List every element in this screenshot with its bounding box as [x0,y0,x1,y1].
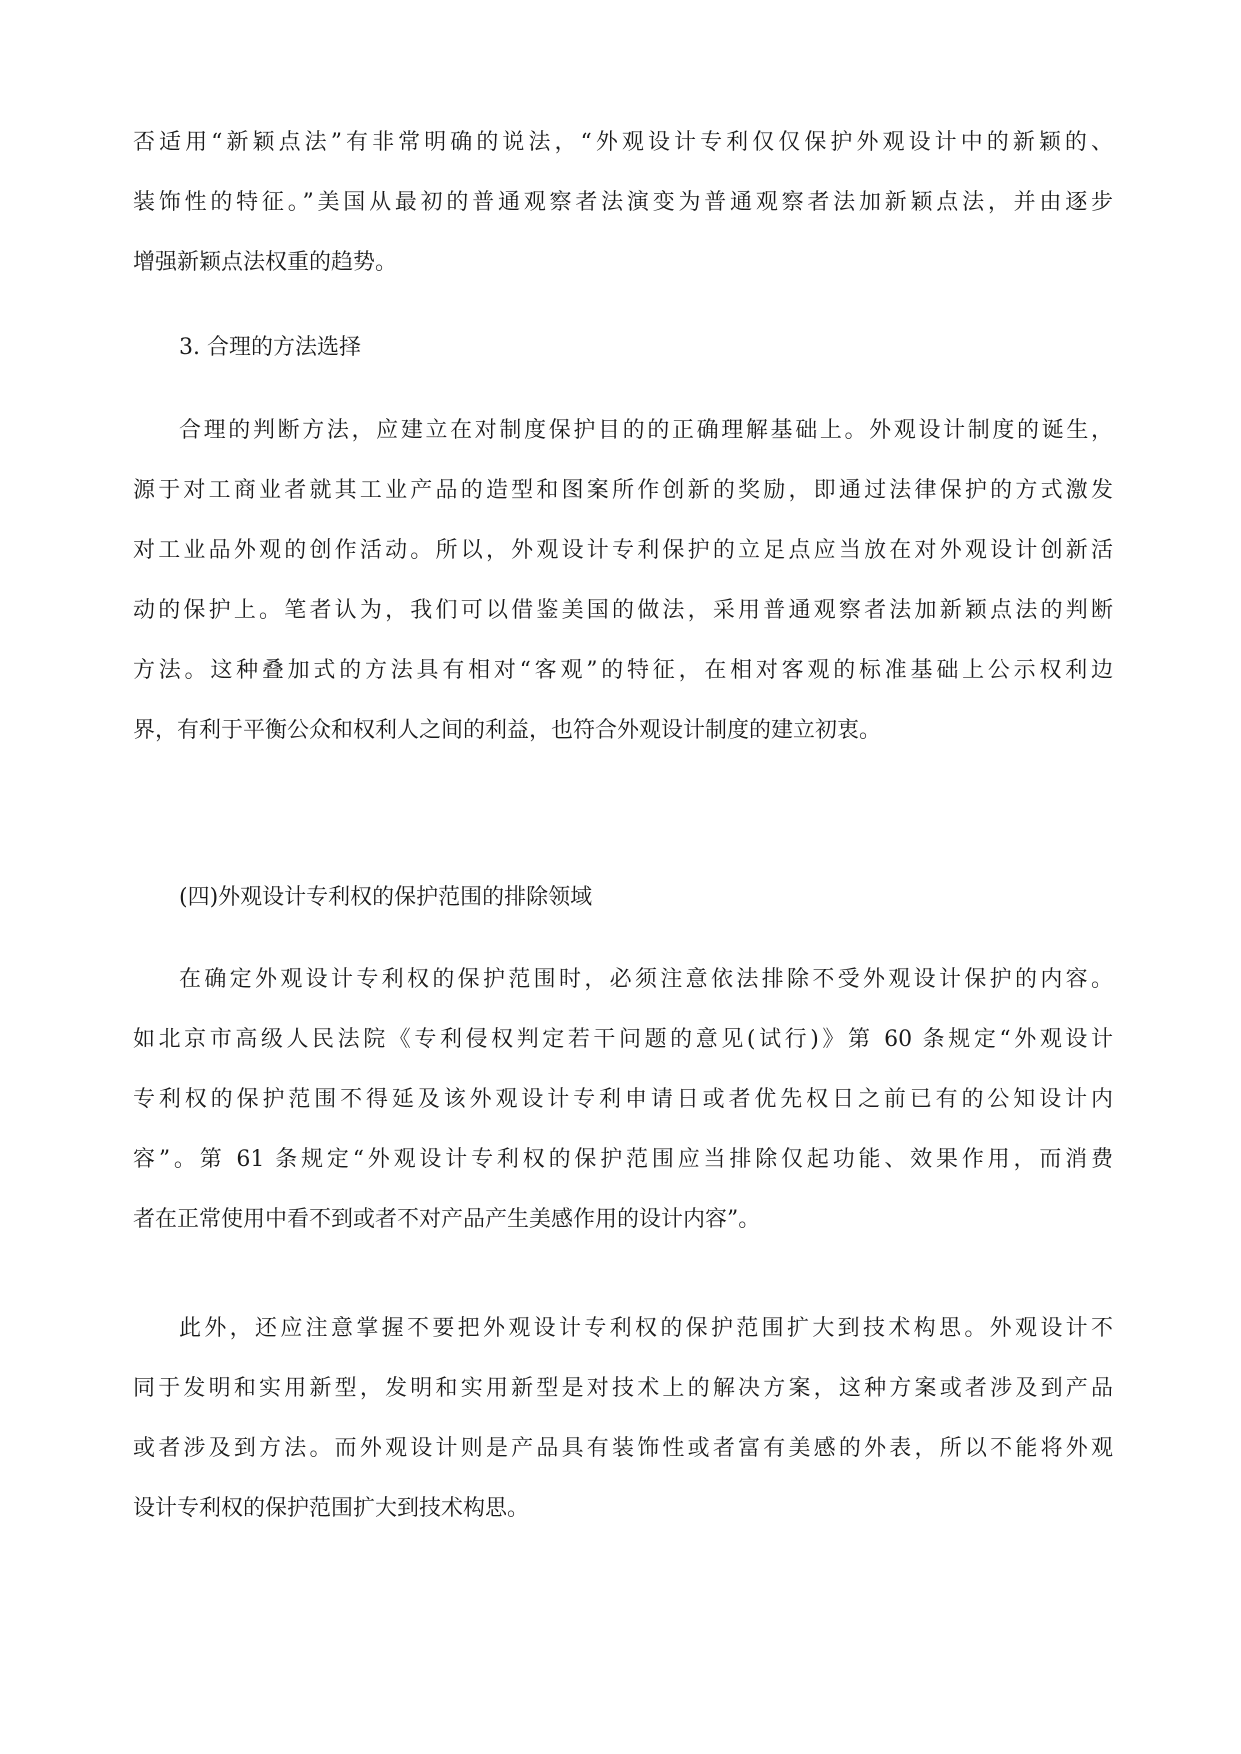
text-line: 或者涉及到方法。而外观设计则是产品具有装饰性或者富有美感的外表，所以不能将外观 [133,1436,1113,1461]
heading-text: (四)外观设计专利权的保护范围的排除领域 [179,885,593,910]
text-line: 设计专利权的保护范围扩大到技术构思。 [133,1496,530,1521]
text-line: 此外，还应注意掌握不要把外观设计专利权的保护范围扩大到技术构思。外观设计不 [179,1316,1113,1341]
text-line: 对工业品外观的创作活动。所以，外观设计专利保护的立足点应当放在对外观设计创新活 [133,538,1113,563]
text-line: 容”。第 61 条规定“外观设计专利权的保护范围应当排除仅起功能、效果作用，而消费 [133,1147,1113,1172]
text-line: 源于对工商业者就其工业产品的造型和图案所作创新的奖励，即通过法律保护的方式激发 [133,478,1113,503]
text-line: 装饰性的特征。”美国从最初的普通观察者法演变为普通观察者法加新颖点法，并由逐步 [133,190,1113,215]
text-line: 界，有利于平衡公众和权利人之间的利益，也符合外观设计制度的建立初衷。 [133,718,882,743]
paragraph-technical-concept [133,1299,1113,1539]
paragraph-continuation [133,113,1113,293]
text-line: 否适用“新颖点法”有非常明确的说法，“外观设计专利仅仅保护外观设计中的新颖的、 [133,130,1113,155]
section-heading-exclusion [133,868,1113,928]
paragraph-exclusion-rules [133,950,1113,1250]
text-line: 同于发明和实用新型，发明和实用新型是对技术上的解决方案，这种方案或者涉及到产品 [133,1376,1113,1401]
text-line: 者在正常使用中看不到或者不对产品产生美感作用的设计内容”。 [133,1207,761,1232]
text-line: 如北京市高级人民法院《专利侵权判定若干问题的意见(试行)》第 60 条规定“外观设计 [133,1027,1113,1052]
text-line: 动的保护上。笔者认为，我们可以借鉴美国的做法，采用普通观察者法加新颖点法的判断 [133,598,1113,623]
paragraph-method [133,401,1113,761]
heading-text: 3. 合理的方法选择 [179,335,361,360]
text-line: 在确定外观设计专利权的保护范围时，必须注意依法排除不受外观设计保护的内容。 [179,967,1113,992]
text-line: 增强新颖点法权重的趋势。 [133,250,398,275]
section-heading-method-choice [133,318,1113,378]
text-line: 方法。这种叠加式的方法具有相对“客观”的特征，在相对客观的标准基础上公示权利边 [133,658,1113,683]
text-line: 合理的判断方法，应建立在对制度保护目的的正确理解基础上。外观设计制度的诞生， [179,418,1113,443]
text-line: 专利权的保护范围不得延及该外观设计专利申请日或者优先权日之前已有的公知设计内 [133,1087,1113,1112]
